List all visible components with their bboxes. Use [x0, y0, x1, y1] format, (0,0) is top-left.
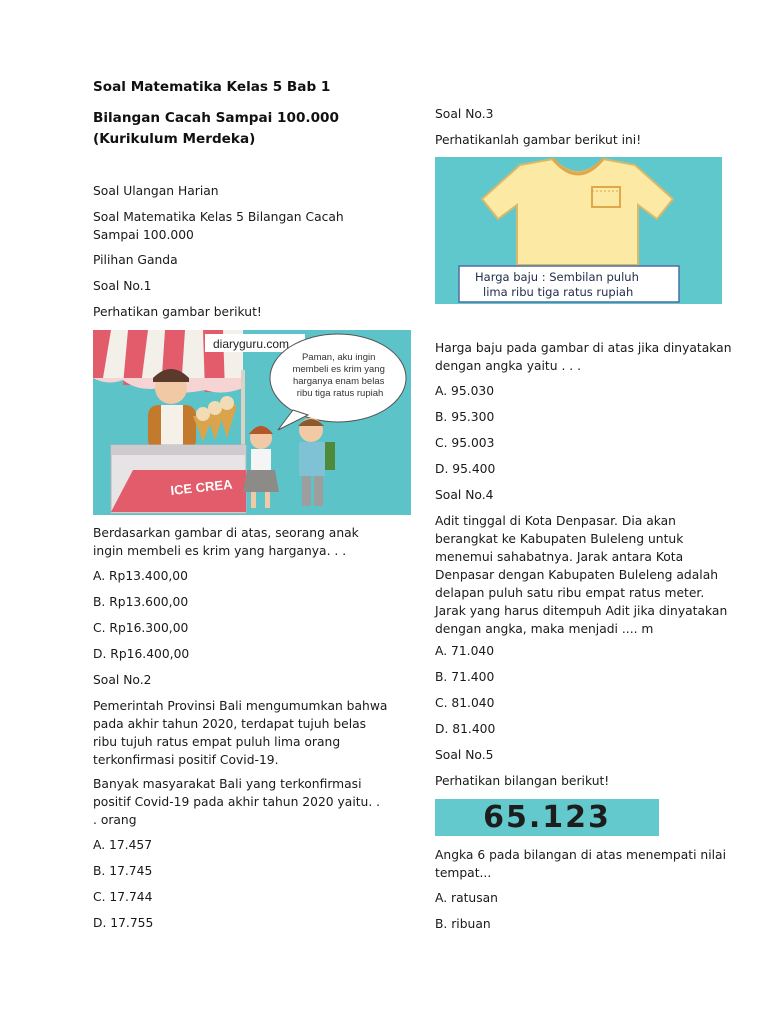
q3-instruction: Perhatikanlah gambar berikut ini! — [435, 133, 642, 147]
q3-label: Soal No.3 — [435, 107, 494, 121]
q1-option-a[interactable]: A. Rp13.400,00 — [93, 569, 188, 583]
q2-label: Soal No.2 — [93, 673, 152, 687]
q4-option-b[interactable]: B. 71.400 — [435, 670, 495, 684]
shirt-icon — [435, 157, 722, 304]
q3-question: Harga baju pada gambar di atas jika dinyatakan dengan angka yaitu . . . — [435, 341, 732, 373]
q3-option-a[interactable]: A. 95.030 — [435, 384, 495, 398]
doc-title-1: Soal Matematika Kelas 5 Bab 1 — [93, 79, 331, 95]
cart-text: ICE CREA — [169, 476, 234, 498]
q3-option-b[interactable]: B. 95.300 — [435, 410, 495, 424]
q2-option-d[interactable]: D. 17.755 — [93, 916, 154, 930]
q5-question: Angka 6 pada bilangan di atas menempati nilai tempat... — [435, 848, 726, 880]
q4-option-a[interactable]: A. 71.040 — [435, 644, 495, 658]
ice-cream-scene-icon — [93, 330, 411, 515]
q1-instruction: Perhatikan gambar berikut! — [93, 305, 262, 319]
subtitle: Soal Ulangan Harian — [93, 184, 219, 198]
q2-option-c[interactable]: C. 17.744 — [93, 890, 153, 904]
topic: Soal Matematika Kelas 5 Bilangan Cacah Sampai 100.000 — [93, 210, 344, 242]
q1-option-c[interactable]: C. Rp16.300,00 — [93, 621, 189, 635]
number-value: 65.123 — [483, 800, 611, 835]
q1-option-b[interactable]: B. Rp13.600,00 — [93, 595, 189, 609]
shirt-illustration — [435, 157, 722, 304]
q4-option-c[interactable]: C. 81.040 — [435, 696, 495, 710]
q4-option-d[interactable]: D. 81.400 — [435, 722, 496, 736]
q2-text: Pemerintah Provinsi Bali mengumumkan bahwa pada akhir tahun 2020, terdapat tujuh belas ribu tujuh ratus empat puluh lima orang terkonfirmasi positif Covid-19. — [93, 699, 388, 767]
q3-option-c[interactable]: C. 95.003 — [435, 436, 495, 450]
ice-cream-illustration — [93, 330, 411, 515]
q2-question: Banyak masyarakat Bali yang terkonfirmasi positif Covid-19 pada akhir tahun 2020 yaitu. . . orang — [93, 777, 381, 827]
question-type: Pilihan Ganda — [93, 253, 178, 267]
q3-option-d[interactable]: D. 95.400 — [435, 462, 496, 476]
q4-text: Adit tinggal di Kota Denpasar. Dia akan berangkat ke Kabupaten Buleleng untuk menemui sahabatnya. Jarak antara Kota Denpasar dengan Kabupaten Buleleng adalah delapan puluh satu ribu empat ratus meter. Jarak yang harus ditempuh Adit jika dinyatakan dengan angka, maka menjadi .... m — [435, 514, 728, 636]
q1-option-d[interactable]: D. Rp16.400,00 — [93, 647, 190, 661]
q4-label: Soal No.4 — [435, 488, 494, 502]
q2-option-b[interactable]: B. 17.745 — [93, 864, 153, 878]
q1-question: Berdasarkan gambar di atas, seorang anak ingin membeli es krim yang harganya. . . — [93, 526, 359, 558]
q5-option-a[interactable]: A. ratusan — [435, 891, 498, 905]
q2-option-a[interactable]: A. 17.457 — [93, 838, 153, 852]
q5-instruction: Perhatikan bilangan berikut! — [435, 774, 610, 788]
number-box — [435, 799, 659, 836]
q5-option-b[interactable]: B. ribuan — [435, 917, 491, 931]
svg-text:Paman, aku ingin membe: Paman, aku ingin membeli es krim yang harganya enam belas ribu tiga ratus rupiah — [292, 352, 385, 399]
q5-label: Soal No.5 — [435, 748, 494, 762]
site-label: diaryguru.com — [213, 337, 290, 351]
svg-text:Harga baju : Sembilan puluh: Harga baju : Sembilan puluh lima ribu tiga ratus rupiah — [475, 270, 639, 299]
q1-label: Soal No.1 — [93, 279, 152, 293]
doc-title-2: Bilangan Cacah Sampai 100.000 (Kurikulum Merdeka) — [93, 110, 339, 147]
